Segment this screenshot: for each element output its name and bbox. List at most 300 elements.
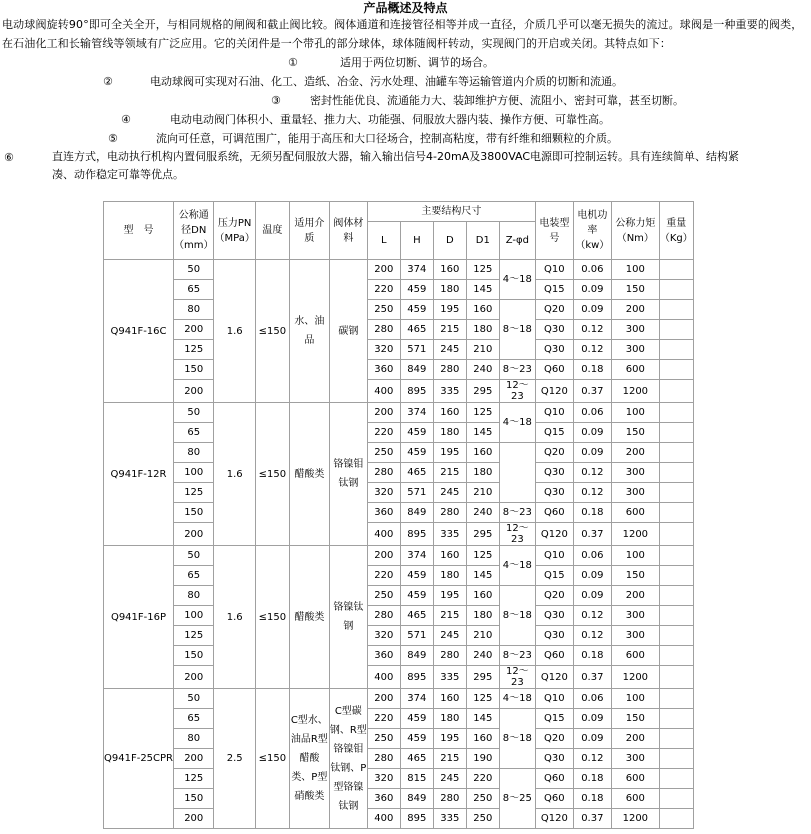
cell-actuator: Q15 — [535, 709, 573, 729]
cell-d: 180 — [433, 709, 466, 729]
cell-h: 849 — [400, 789, 433, 809]
cell-torque: 300 — [611, 749, 659, 769]
cell-d: 215 — [433, 749, 466, 769]
cell-actuator: Q120 — [535, 380, 573, 403]
cell-weight — [659, 749, 693, 769]
cell-h: 465 — [400, 463, 433, 483]
header-dn: 公称通径DN（mm） — [174, 202, 214, 260]
cell-h: 849 — [400, 646, 433, 666]
cell-z: 8～23 — [499, 646, 535, 666]
cell-actuator: Q60 — [535, 789, 573, 809]
cell-d1: 295 — [466, 666, 499, 689]
cell-model: Q941F-12R — [104, 403, 174, 546]
cell-d1: 125 — [466, 546, 499, 566]
cell-z — [499, 443, 535, 503]
cell-power: 0.12 — [573, 320, 611, 340]
cell-l: 220 — [367, 280, 400, 300]
cell-h: 849 — [400, 503, 433, 523]
cell-weight — [659, 709, 693, 729]
cell-torque: 600 — [611, 789, 659, 809]
table-row — [104, 403, 694, 423]
header-d1: D1 — [466, 222, 499, 260]
table-row — [104, 503, 694, 523]
table-row — [104, 689, 694, 709]
cell-d1: 210 — [466, 340, 499, 360]
cell-actuator: Q20 — [535, 300, 573, 320]
cell-material: C型碳钢、R型铬镍钼钛钢、P型铬镍钛钢 — [329, 689, 367, 829]
cell-l: 280 — [367, 463, 400, 483]
cell-d: 180 — [433, 566, 466, 586]
cell-d1: 145 — [466, 280, 499, 300]
cell-h: 895 — [400, 380, 433, 403]
cell-model: Q941F-16P — [104, 546, 174, 689]
feature-number: ④ — [121, 113, 131, 126]
cell-power: 0.18 — [573, 769, 611, 789]
cell-torque: 300 — [611, 626, 659, 646]
cell-z: 8～18 — [499, 300, 535, 360]
cell-d1: 250 — [466, 789, 499, 809]
cell-d: 335 — [433, 666, 466, 689]
table-row — [104, 709, 694, 729]
header-h: H — [400, 222, 433, 260]
cell-pn: 1.6 — [214, 546, 255, 689]
cell-h: 374 — [400, 689, 433, 709]
cell-h: 459 — [400, 280, 433, 300]
cell-power: 0.09 — [573, 280, 611, 300]
cell-l: 320 — [367, 769, 400, 789]
cell-dn: 200 — [174, 380, 214, 403]
cell-actuator: Q20 — [535, 729, 573, 749]
feature-text: 密封性能优良、流通能力大、装卸维护方便、流阻小、密封可靠，甚至切断。 — [310, 94, 684, 107]
cell-weight — [659, 689, 693, 709]
cell-dn: 150 — [174, 789, 214, 809]
cell-l: 220 — [367, 423, 400, 443]
cell-h: 849 — [400, 360, 433, 380]
cell-z: 4～18 — [499, 546, 535, 586]
table-row — [104, 646, 694, 666]
table-row — [104, 666, 694, 689]
cell-power: 0.37 — [573, 523, 611, 546]
header-torque: 公称力矩（Nm） — [611, 202, 659, 260]
cell-d: 245 — [433, 340, 466, 360]
cell-d1: 160 — [466, 300, 499, 320]
header-weight: 重量（Kg） — [659, 202, 693, 260]
cell-l: 200 — [367, 689, 400, 709]
feature-number: ⑥ — [4, 151, 14, 164]
cell-z: 8～25 — [499, 769, 535, 829]
cell-z: 4～18 — [499, 689, 535, 709]
cell-torque: 1200 — [611, 666, 659, 689]
cell-h: 459 — [400, 709, 433, 729]
cell-dn: 65 — [174, 566, 214, 586]
cell-d: 280 — [433, 789, 466, 809]
cell-l: 200 — [367, 546, 400, 566]
cell-d1: 125 — [466, 689, 499, 709]
page-title: 产品概述及特点 — [363, 1, 448, 15]
table-row — [104, 523, 694, 546]
header-power: 电机功率（kw） — [573, 202, 611, 260]
cell-h: 895 — [400, 666, 433, 689]
feature-number: ② — [103, 75, 113, 88]
cell-l: 400 — [367, 666, 400, 689]
cell-actuator: Q60 — [535, 646, 573, 666]
cell-dn: 80 — [174, 443, 214, 463]
cell-dn: 100 — [174, 606, 214, 626]
cell-h: 459 — [400, 566, 433, 586]
cell-torque: 100 — [611, 260, 659, 280]
cell-weight — [659, 586, 693, 606]
table-row — [104, 380, 694, 403]
cell-h: 459 — [400, 729, 433, 749]
table-row — [104, 443, 694, 463]
cell-actuator: Q30 — [535, 463, 573, 483]
cell-medium: C型水、油品R型醋酸类、P型硝酸类 — [289, 689, 329, 829]
cell-power: 0.37 — [573, 809, 611, 829]
feature-item — [0, 53, 811, 72]
cell-l: 250 — [367, 586, 400, 606]
cell-h: 465 — [400, 749, 433, 769]
cell-z: 4～18 — [499, 260, 535, 300]
cell-d1: 180 — [466, 606, 499, 626]
cell-torque: 200 — [611, 300, 659, 320]
cell-weight — [659, 320, 693, 340]
cell-d: 245 — [433, 769, 466, 789]
cell-weight — [659, 523, 693, 546]
cell-power: 0.12 — [573, 463, 611, 483]
cell-l: 250 — [367, 300, 400, 320]
feature-item — [0, 148, 811, 184]
cell-d: 335 — [433, 380, 466, 403]
cell-d1: 190 — [466, 749, 499, 769]
cell-dn: 80 — [174, 729, 214, 749]
cell-dn: 125 — [174, 340, 214, 360]
cell-weight — [659, 443, 693, 463]
feature-item — [0, 91, 811, 110]
cell-h: 459 — [400, 300, 433, 320]
cell-material: 铬镍钼钛钢 — [329, 403, 367, 546]
feature-number: ① — [288, 56, 298, 69]
cell-medium: 水、油品 — [289, 260, 329, 403]
cell-h: 815 — [400, 769, 433, 789]
cell-dn: 65 — [174, 709, 214, 729]
cell-dn: 80 — [174, 586, 214, 606]
table-row — [104, 626, 694, 646]
cell-l: 280 — [367, 320, 400, 340]
table-row — [104, 546, 694, 566]
cell-power: 0.18 — [573, 503, 611, 523]
cell-actuator: Q10 — [535, 689, 573, 709]
cell-weight — [659, 360, 693, 380]
cell-dn: 200 — [174, 666, 214, 689]
cell-power: 0.09 — [573, 566, 611, 586]
cell-power: 0.09 — [573, 586, 611, 606]
cell-weight — [659, 260, 693, 280]
table-header-row — [104, 202, 694, 222]
cell-actuator: Q120 — [535, 523, 573, 546]
cell-d: 195 — [433, 729, 466, 749]
cell-dn: 150 — [174, 360, 214, 380]
table-row — [104, 749, 694, 769]
table-row — [104, 483, 694, 503]
table-row — [104, 300, 694, 320]
cell-dn: 125 — [174, 769, 214, 789]
feature-text: 直连方式，电动执行机构内置伺服系统，无须另配伺服放大器，输入输出信号4-20mA及3800VAC电源即可控制运转。具有连续简单、结构紧凑、动作稳定可靠等优点。 — [52, 150, 740, 181]
cell-d: 160 — [433, 689, 466, 709]
cell-d1: 145 — [466, 566, 499, 586]
cell-d1: 180 — [466, 320, 499, 340]
cell-h: 571 — [400, 483, 433, 503]
feature-text: 流向可任意，可调范围广，能用于高压和大口径场合，控制高粘度，带有纤维和细颗粒的介质。 — [156, 132, 618, 145]
cell-power: 0.37 — [573, 666, 611, 689]
cell-z: 8～18 — [499, 709, 535, 769]
cell-actuator: Q20 — [535, 443, 573, 463]
cell-l: 320 — [367, 626, 400, 646]
cell-power: 0.09 — [573, 300, 611, 320]
cell-actuator: Q15 — [535, 423, 573, 443]
cell-power: 0.09 — [573, 423, 611, 443]
cell-weight — [659, 280, 693, 300]
cell-torque: 150 — [611, 566, 659, 586]
cell-l: 200 — [367, 260, 400, 280]
cell-d1: 240 — [466, 360, 499, 380]
cell-weight — [659, 483, 693, 503]
cell-power: 0.06 — [573, 403, 611, 423]
cell-l: 400 — [367, 809, 400, 829]
cell-actuator: Q30 — [535, 626, 573, 646]
cell-dn: 200 — [174, 523, 214, 546]
header-actuator: 电装型号 — [535, 202, 573, 260]
cell-actuator: Q60 — [535, 769, 573, 789]
cell-dn: 125 — [174, 626, 214, 646]
cell-h: 571 — [400, 340, 433, 360]
cell-weight — [659, 646, 693, 666]
cell-d: 180 — [433, 280, 466, 300]
table-row — [104, 729, 694, 749]
feature-text: 电动球阀可实现对石油、化工、造纸、冶金、污水处理、油罐车等运输管道内介质的切断和流通。 — [150, 75, 623, 88]
cell-power: 0.37 — [573, 380, 611, 403]
cell-d1: 180 — [466, 463, 499, 483]
cell-z: 8～23 — [499, 503, 535, 523]
spec-table — [103, 201, 694, 829]
cell-d: 195 — [433, 586, 466, 606]
header-medium: 适用介质 — [289, 202, 329, 260]
table-row — [104, 566, 694, 586]
cell-z: 8～18 — [499, 586, 535, 646]
cell-temp: ≤150 — [255, 403, 289, 546]
cell-h: 459 — [400, 423, 433, 443]
cell-d: 215 — [433, 463, 466, 483]
cell-dn: 125 — [174, 483, 214, 503]
cell-pn: 1.6 — [214, 403, 255, 546]
table-row — [104, 280, 694, 300]
cell-dn: 65 — [174, 280, 214, 300]
cell-torque: 600 — [611, 360, 659, 380]
cell-weight — [659, 503, 693, 523]
cell-l: 220 — [367, 566, 400, 586]
cell-d: 280 — [433, 646, 466, 666]
cell-actuator: Q30 — [535, 606, 573, 626]
cell-d: 280 — [433, 503, 466, 523]
header-material: 阀体材料 — [329, 202, 367, 260]
cell-pn: 2.5 — [214, 689, 255, 829]
cell-power: 0.09 — [573, 729, 611, 749]
header-pn: 压力PN（MPa） — [214, 202, 255, 260]
table-row — [104, 769, 694, 789]
cell-z: 12～23 — [499, 380, 535, 403]
cell-dn: 150 — [174, 646, 214, 666]
cell-torque: 100 — [611, 546, 659, 566]
cell-torque: 100 — [611, 689, 659, 709]
cell-d1: 240 — [466, 503, 499, 523]
cell-z: 4～18 — [499, 403, 535, 443]
header-dims: 主要结构尺寸 — [367, 202, 535, 222]
cell-l: 250 — [367, 729, 400, 749]
cell-l: 250 — [367, 443, 400, 463]
cell-weight — [659, 403, 693, 423]
cell-weight — [659, 463, 693, 483]
cell-torque: 200 — [611, 586, 659, 606]
intro-paragraph — [0, 15, 811, 53]
cell-h: 459 — [400, 443, 433, 463]
cell-model: Q941F-16C — [104, 260, 174, 403]
cell-h: 374 — [400, 260, 433, 280]
cell-actuator: Q120 — [535, 809, 573, 829]
cell-d: 245 — [433, 483, 466, 503]
cell-h: 895 — [400, 523, 433, 546]
feature-item — [0, 72, 811, 91]
cell-d: 245 — [433, 626, 466, 646]
cell-power: 0.06 — [573, 260, 611, 280]
cell-weight — [659, 666, 693, 689]
cell-power: 0.09 — [573, 443, 611, 463]
cell-weight — [659, 340, 693, 360]
cell-d1: 160 — [466, 586, 499, 606]
cell-d: 215 — [433, 606, 466, 626]
cell-actuator: Q30 — [535, 483, 573, 503]
cell-medium: 醋酸类 — [289, 403, 329, 546]
cell-l: 280 — [367, 606, 400, 626]
table-row — [104, 360, 694, 380]
table-row — [104, 260, 694, 280]
cell-d: 195 — [433, 443, 466, 463]
cell-material: 铬镍钛钢 — [329, 546, 367, 689]
cell-torque: 300 — [611, 606, 659, 626]
cell-power: 0.12 — [573, 749, 611, 769]
cell-d: 335 — [433, 809, 466, 829]
cell-z: 8～23 — [499, 360, 535, 380]
cell-l: 360 — [367, 789, 400, 809]
cell-d: 160 — [433, 546, 466, 566]
feature-text: 电动电动阀门体积小、重量轻、推力大、功能强、伺服放大器内装、操作方便、可靠性高。 — [170, 113, 610, 126]
feature-list — [0, 53, 811, 184]
cell-l: 400 — [367, 380, 400, 403]
header-d: D — [433, 222, 466, 260]
cell-d: 160 — [433, 403, 466, 423]
cell-h: 465 — [400, 320, 433, 340]
cell-h: 374 — [400, 546, 433, 566]
cell-dn: 50 — [174, 260, 214, 280]
cell-torque: 150 — [611, 709, 659, 729]
cell-power: 0.06 — [573, 546, 611, 566]
cell-d: 195 — [433, 300, 466, 320]
cell-l: 220 — [367, 709, 400, 729]
cell-actuator: Q15 — [535, 280, 573, 300]
cell-torque: 1200 — [611, 523, 659, 546]
cell-power: 0.12 — [573, 606, 611, 626]
cell-weight — [659, 626, 693, 646]
cell-material: 碳钢 — [329, 260, 367, 403]
cell-l: 360 — [367, 646, 400, 666]
cell-torque: 600 — [611, 646, 659, 666]
table-row — [104, 340, 694, 360]
cell-actuator: Q15 — [535, 566, 573, 586]
cell-dn: 50 — [174, 546, 214, 566]
cell-h: 459 — [400, 586, 433, 606]
cell-d: 215 — [433, 320, 466, 340]
cell-power: 0.18 — [573, 360, 611, 380]
cell-d: 335 — [433, 523, 466, 546]
cell-torque: 300 — [611, 320, 659, 340]
cell-l: 400 — [367, 523, 400, 546]
cell-power: 0.18 — [573, 789, 611, 809]
cell-dn: 200 — [174, 320, 214, 340]
cell-model: Q941F-25CPR — [104, 689, 174, 829]
cell-z: 12～23 — [499, 666, 535, 689]
cell-actuator: Q10 — [535, 260, 573, 280]
cell-l: 320 — [367, 340, 400, 360]
cell-d1: 145 — [466, 709, 499, 729]
cell-l: 360 — [367, 360, 400, 380]
cell-power: 0.12 — [573, 483, 611, 503]
cell-weight — [659, 809, 693, 829]
cell-d1: 145 — [466, 423, 499, 443]
cell-d1: 210 — [466, 483, 499, 503]
cell-torque: 300 — [611, 463, 659, 483]
cell-torque: 300 — [611, 483, 659, 503]
cell-torque: 100 — [611, 403, 659, 423]
cell-torque: 200 — [611, 443, 659, 463]
feature-number: ③ — [271, 94, 281, 107]
cell-temp: ≤150 — [255, 260, 289, 403]
cell-h: 571 — [400, 626, 433, 646]
feature-item — [0, 110, 811, 129]
header-z: Z-φd — [499, 222, 535, 260]
feature-item — [0, 129, 811, 148]
cell-dn: 50 — [174, 403, 214, 423]
table-row — [104, 789, 694, 809]
cell-actuator: Q60 — [535, 360, 573, 380]
cell-d1: 160 — [466, 443, 499, 463]
cell-d1: 210 — [466, 626, 499, 646]
cell-power: 0.09 — [573, 709, 611, 729]
cell-actuator: Q30 — [535, 340, 573, 360]
cell-actuator: Q120 — [535, 666, 573, 689]
cell-d1: 160 — [466, 729, 499, 749]
cell-dn: 50 — [174, 689, 214, 709]
cell-power: 0.12 — [573, 626, 611, 646]
cell-actuator: Q10 — [535, 546, 573, 566]
cell-h: 374 — [400, 403, 433, 423]
cell-l: 320 — [367, 483, 400, 503]
header-l: L — [367, 222, 400, 260]
table-row — [104, 423, 694, 443]
cell-dn: 200 — [174, 749, 214, 769]
feature-text: 适用于两位切断、调节的场合。 — [340, 56, 494, 69]
cell-d1: 295 — [466, 380, 499, 403]
cell-actuator: Q20 — [535, 586, 573, 606]
cell-torque: 150 — [611, 423, 659, 443]
cell-torque: 300 — [611, 340, 659, 360]
